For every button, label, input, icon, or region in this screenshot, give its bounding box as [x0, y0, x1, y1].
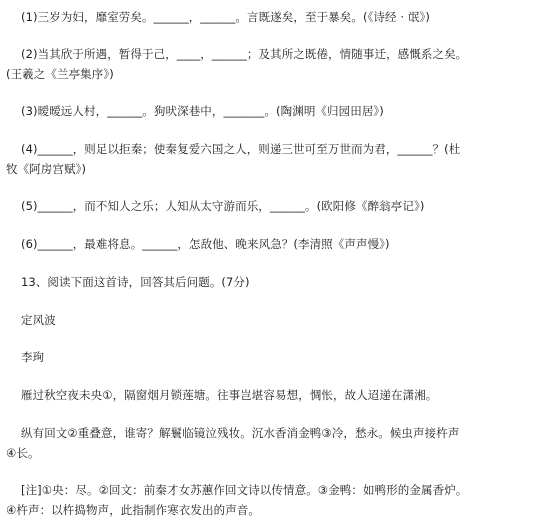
- notes-line-1: [注]①央：尽。②回文：前秦才女苏蕙作回文诗以传情意。③金鸭：如鸭形的金属香炉。: [21, 483, 468, 497]
- question-2-line-1: (2)当其欣于所遇，暂得于己，____，______；及其所之既倦，情随事迁，感慨系之矣。: [21, 47, 468, 61]
- question-13-heading: 13、阅读下面这首诗，回答其后问题。(7分): [21, 275, 250, 289]
- poem-line-1: 雁过秋空夜未央①，隔窗烟月锁莲塘。往事岂堪容易想，惆怅，故人迢递在潇湘。: [21, 388, 438, 402]
- notes-line-2: ④杵声：以杵捣物声，此指制作寒衣发出的声音。: [6, 503, 261, 517]
- poem-author: 李珣: [21, 350, 45, 364]
- question-1-line-1: (1)三岁为妇，靡室劳矣。______，______。言既遂矣，至于暴矣。(《诗经 · 氓》): [21, 10, 430, 24]
- poem-title: 定风波: [21, 313, 56, 327]
- question-6-line-1: (6)______，最难将息。______，怎敌他、晚来风急？(李清照《声声慢》): [21, 237, 390, 251]
- poem-line-2: 纵有回文②重叠意，谁寄？解鬟临镜泣残妆。沉水香消金鸭③冷，愁永。候虫声接杵声: [21, 426, 460, 440]
- question-4-line-2: 牧《阿房宫赋》): [6, 162, 87, 176]
- question-3-line-1: (3)暧暧远人村，______。狗吠深巷中，_______。(陶渊明《归园田居》): [21, 104, 384, 118]
- question-4-line-1: (4)______，则足以拒秦；使秦复爱六国之人，则递三世可至万世而为君，______？(杜: [21, 142, 461, 156]
- question-5-line-1: (5)______，而不知人之乐；人知从太守游而乐，______。(欧阳修《醉翁亭记》): [21, 199, 425, 213]
- question-2-line-2: (王羲之《兰亭集序》): [6, 67, 114, 81]
- poem-line-3: ④长。: [6, 446, 40, 460]
